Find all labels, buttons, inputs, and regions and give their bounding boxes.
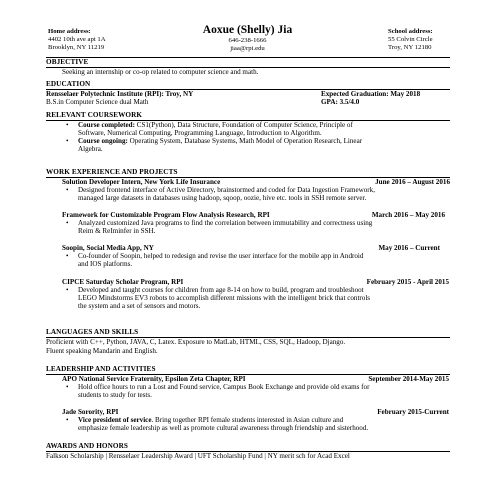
job-detail: Designed frontend interface of Active Directory, brainstormed and coded for Data Ingestion Framework,: [78, 186, 375, 194]
awards-text: Falkson Scholarship | Rensselaer Leadership Award | UFT Scholarship Fund | NY merit sch for Acad Excel: [46, 452, 350, 460]
bullet-icon: •: [66, 186, 69, 194]
job-detail: Developed and taught courses for children from age 8-14 on how to build, program and troubleshoot: [78, 286, 364, 294]
degree: B.S.in Computer Science dual Math: [46, 98, 149, 106]
section-divider: [46, 57, 450, 58]
gpa: GPA: 3.5/4.0: [321, 98, 360, 106]
education-heading: EDUCATION: [46, 80, 91, 88]
email-address: jiaa@rpi.edu: [230, 44, 265, 52]
job-title: CIPCE Saturday Scholar Program, RPI: [62, 278, 184, 286]
job-detail: Co-founder of Soopin, helped to redesign and revise the user interface for the mobile app in Android: [78, 252, 364, 260]
home-address-label: Home address:: [48, 28, 91, 35]
bullet-icon: •: [66, 383, 69, 391]
graduation-date: Expected Graduation: May 2018: [321, 90, 421, 98]
job-dates: March 2016 – May 2016: [371, 211, 445, 219]
bullet-icon: •: [66, 416, 69, 424]
job-detail: Analyzed customized Java programs to find the correlation between immutability and correctness using: [78, 219, 373, 227]
job-detail: LEGO Mindstorms EV3 robots to accomplish different missions with the intelligent brick that controls: [78, 294, 371, 302]
name-block: [140, 23, 355, 53]
job-title: Soopin, Social Media App, NY: [62, 244, 154, 252]
home-address-block: [48, 28, 106, 52]
phone-number: 646-238-1666: [228, 37, 267, 44]
activity-dates: February 2015-Current: [377, 408, 449, 416]
activity-detail: Hold office hours to run a Lost and Found service, Campus Book Exchange and provide old exams for: [78, 383, 370, 391]
completed-courses-line1: Course completed: CS1(Python), Data Structure, Foundation of Computer Science, Principle of: [78, 121, 353, 129]
school-address-label: School address:: [388, 28, 433, 35]
bullet-icon: •: [66, 219, 69, 227]
coursework-heading: RELEVANT COURSEWORK: [46, 111, 143, 119]
bullet-icon: •: [66, 286, 69, 294]
activity-detail: students to study for tests.: [78, 391, 152, 399]
activity-dates: September 2014-May 2015: [368, 375, 449, 383]
completed-courses-line2: Software, Numerical Computing, Programming Language, Introduction to Algorithm.: [78, 129, 322, 137]
work-heading: WORK EXPERIENCE AND PROJECTS: [46, 168, 178, 176]
home-address-line2: Brooklyn, NY 11219: [48, 43, 105, 51]
skills-line1: Proficient with C++, Python, JAVA, C, Latex. Exposure to MatLab, HTML, CSS, SQL, Hadoop, Django.: [46, 338, 346, 346]
activity-detail: emphasize female leadership as well as promote cultural awareness through friendship and sisterhood.: [78, 424, 369, 432]
job-dates: February 2015 - April 2015: [366, 278, 449, 286]
job-title: Framework for Customizable Program Flow Analysis Research, RPI: [62, 211, 270, 219]
leadership-heading: LEADERSHIP AND ACTIVITIES: [46, 365, 156, 373]
job-detail: managed large datasets in databases using hadoop, sqoop, oozie, hive etc. tools in SSH remote server.: [78, 194, 367, 202]
job-detail: Reim & ReIminfer in SSH.: [78, 227, 156, 235]
job-detail: and IOS platforms.: [78, 260, 133, 268]
objective-text: Seeking an internship or co-op related to computer science and math.: [62, 68, 259, 76]
school-address-line2: Troy, NY 12180: [388, 43, 432, 51]
school-address-block: [388, 28, 433, 52]
objective-heading: OBJECTIVE: [46, 58, 89, 66]
awards-heading: AWARDS AND HONORS: [46, 442, 128, 450]
job-detail: the system and a set of sensors and motors.: [78, 302, 201, 310]
skills-line2: Fluent speaking Mandarin and English.: [46, 347, 158, 355]
job-title: Solution Developer Intern, New York Life Insurance: [62, 178, 221, 186]
applicant-name: Aoxue (Shelly) Jia: [202, 24, 293, 36]
job-dates: June 2016 – August 2016: [375, 178, 450, 186]
ongoing-courses-line2: Algebra.: [78, 145, 103, 153]
bullet-icon: •: [66, 121, 69, 129]
home-address-line1: 4402 10th ave apt 1A: [48, 35, 106, 43]
school-address-line1: 55 Colvin Circle: [388, 35, 433, 43]
activity-title: Jade Sorority, RPI: [62, 408, 119, 416]
bullet-icon: •: [66, 137, 69, 145]
bullet-icon: •: [66, 252, 69, 260]
activity-detail: Vice president of service. Bring together RPI female students interested in Asian culture and: [78, 416, 344, 424]
school-name: Rensselaer Polytechnic Institute (RPI): Troy, NY: [46, 90, 194, 98]
skills-heading: LANGUAGES AND SKILLS: [46, 328, 139, 336]
activity-title: APO National Service Fraternity, Epsilon Zeta Chapter, RPI: [62, 375, 246, 383]
job-dates: May 2016 – Current: [378, 244, 440, 252]
ongoing-courses-line1: Course ongoing: Operating System, Database Systems, Math Model of Operation Research, Linear: [78, 137, 363, 145]
